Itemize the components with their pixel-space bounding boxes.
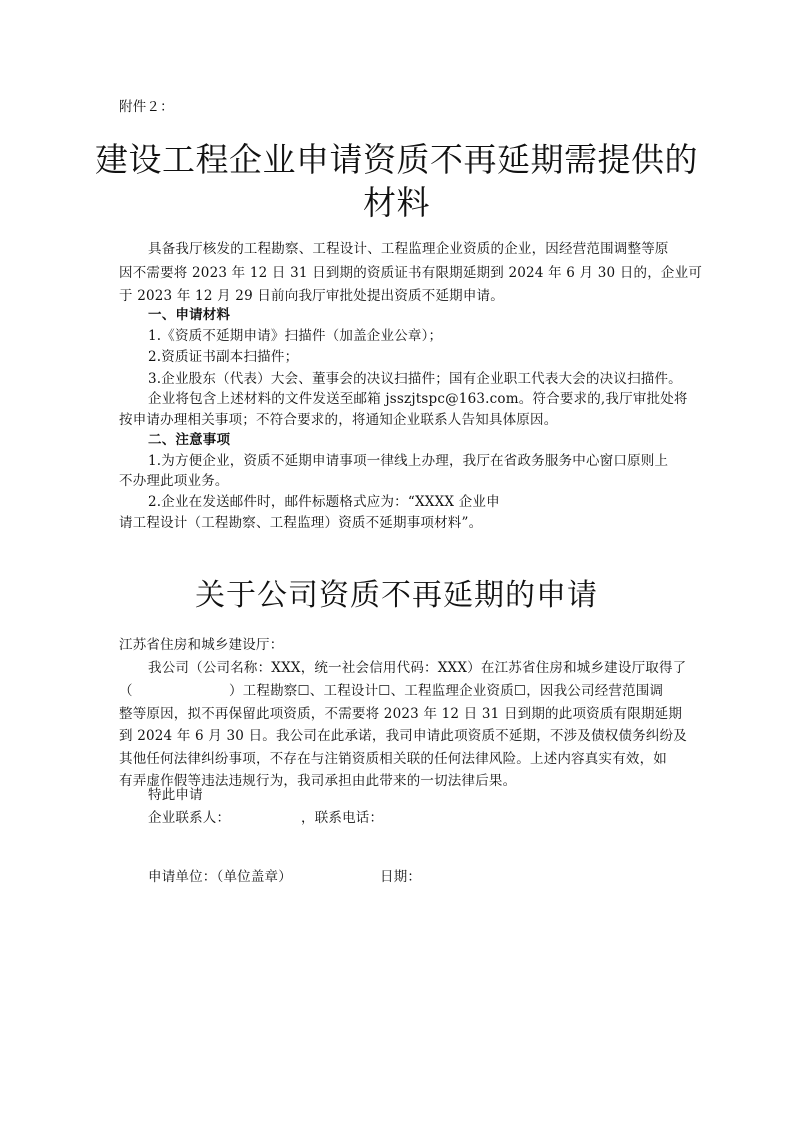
notice-title-line2: 材料 <box>363 183 430 222</box>
application-body-line-1: 我公司（公司名称：XXX，统一社会信用代码：XXX）在江苏省住房和城乡建设厅取得了 <box>148 660 687 676</box>
material-item-3: 3.企业股东（代表）大会、董事会的决议扫描件；国有企业职工代表大会的决议扫描件。 <box>148 371 682 387</box>
material-item-1: 1.《资质不延期申请》扫描件（加盖企业公章）； <box>148 328 443 344</box>
intro-line-1: 具备我厅核发的工程勘察、工程设计、工程监理企业资质的企业，因经营范围调整等原 <box>148 241 669 257</box>
material-item-2: 2.资质证书副本扫描件； <box>148 349 299 365</box>
application-body-line-2: ）工程勘察☐、工程设计☐、工程监理企业资质☐，因我公司经营范围调 <box>229 683 664 699</box>
applicant-label: 申请单位：（单位盖章） <box>148 869 292 885</box>
application-body-line-4: 到 2024 年 6 月 30 日。我公司在此承诺，我司申请此项资质不延期，不涉及债权债务纠纷及 <box>119 728 687 744</box>
application-body-line-5: 其他任何法律纠纷事项，不存在与注销资质相关联的任何法律风险。上述内容真实有效，如 <box>119 751 667 767</box>
application-body-line-6: 有弄虚作假等违法违规行为，我司承担由此带来的一切法律后果。 <box>119 773 517 789</box>
email-line-2: 按申请办理相关事项；不符合要求的，将通知企业联系人告知具体原因。 <box>119 412 558 428</box>
application-title: 关于公司资质不再延期的申请 <box>195 578 598 613</box>
section-heading-materials: 一、申请材料 <box>148 307 231 323</box>
date-label: 日期： <box>380 869 422 885</box>
attachment-label: 附件２： <box>119 99 174 115</box>
addressee: 江苏省住房和城乡建设厅： <box>119 637 284 653</box>
phone-label: ，联系电话： <box>301 810 384 826</box>
notice-title-line1: 建设工程企业申请资质不再延期需提供的 <box>95 140 698 179</box>
contact-label: 企业联系人： <box>148 810 231 826</box>
application-body-line-2-open: （ <box>119 683 133 699</box>
email-line-1: 企业将包含上述材料的文件发送至邮箱 jsszjtspc@163.com。符合要求的,我厅审批处将 <box>148 391 688 407</box>
application-body-line-3: 整等原因，拟不再保留此项资质，不需要将 2023 年 12 日 31 日到期的此项资质有限期延期 <box>119 706 683 722</box>
note-1-line-2: 不办理此项业务。 <box>119 473 229 489</box>
note-2-line-1: 2.企业在发送邮件时，邮件标题格式应为：“XXXX 企业申 <box>148 494 500 510</box>
closing-text: 特此申请 <box>148 787 203 803</box>
intro-line-3: 于 2023 年 12 月 29 日前向我厅审批处提出资质不延期申请。 <box>119 288 504 304</box>
note-1-line-1: 1.为方便企业，资质不延期申请事项一律线上办理，我厅在省政务服务中心窗口原则上 <box>148 453 669 469</box>
intro-line-2: 因不需要将 2023 年 12 日 31 日到期的资质证书有限期延期到 2024 年 6 月 30 日的，企业可 <box>119 265 703 281</box>
note-2-line-2: 请工程设计（工程勘察、工程监理）资质不延期事项材料”。 <box>119 515 483 531</box>
section-heading-notes: 二、注意事项 <box>148 432 231 448</box>
